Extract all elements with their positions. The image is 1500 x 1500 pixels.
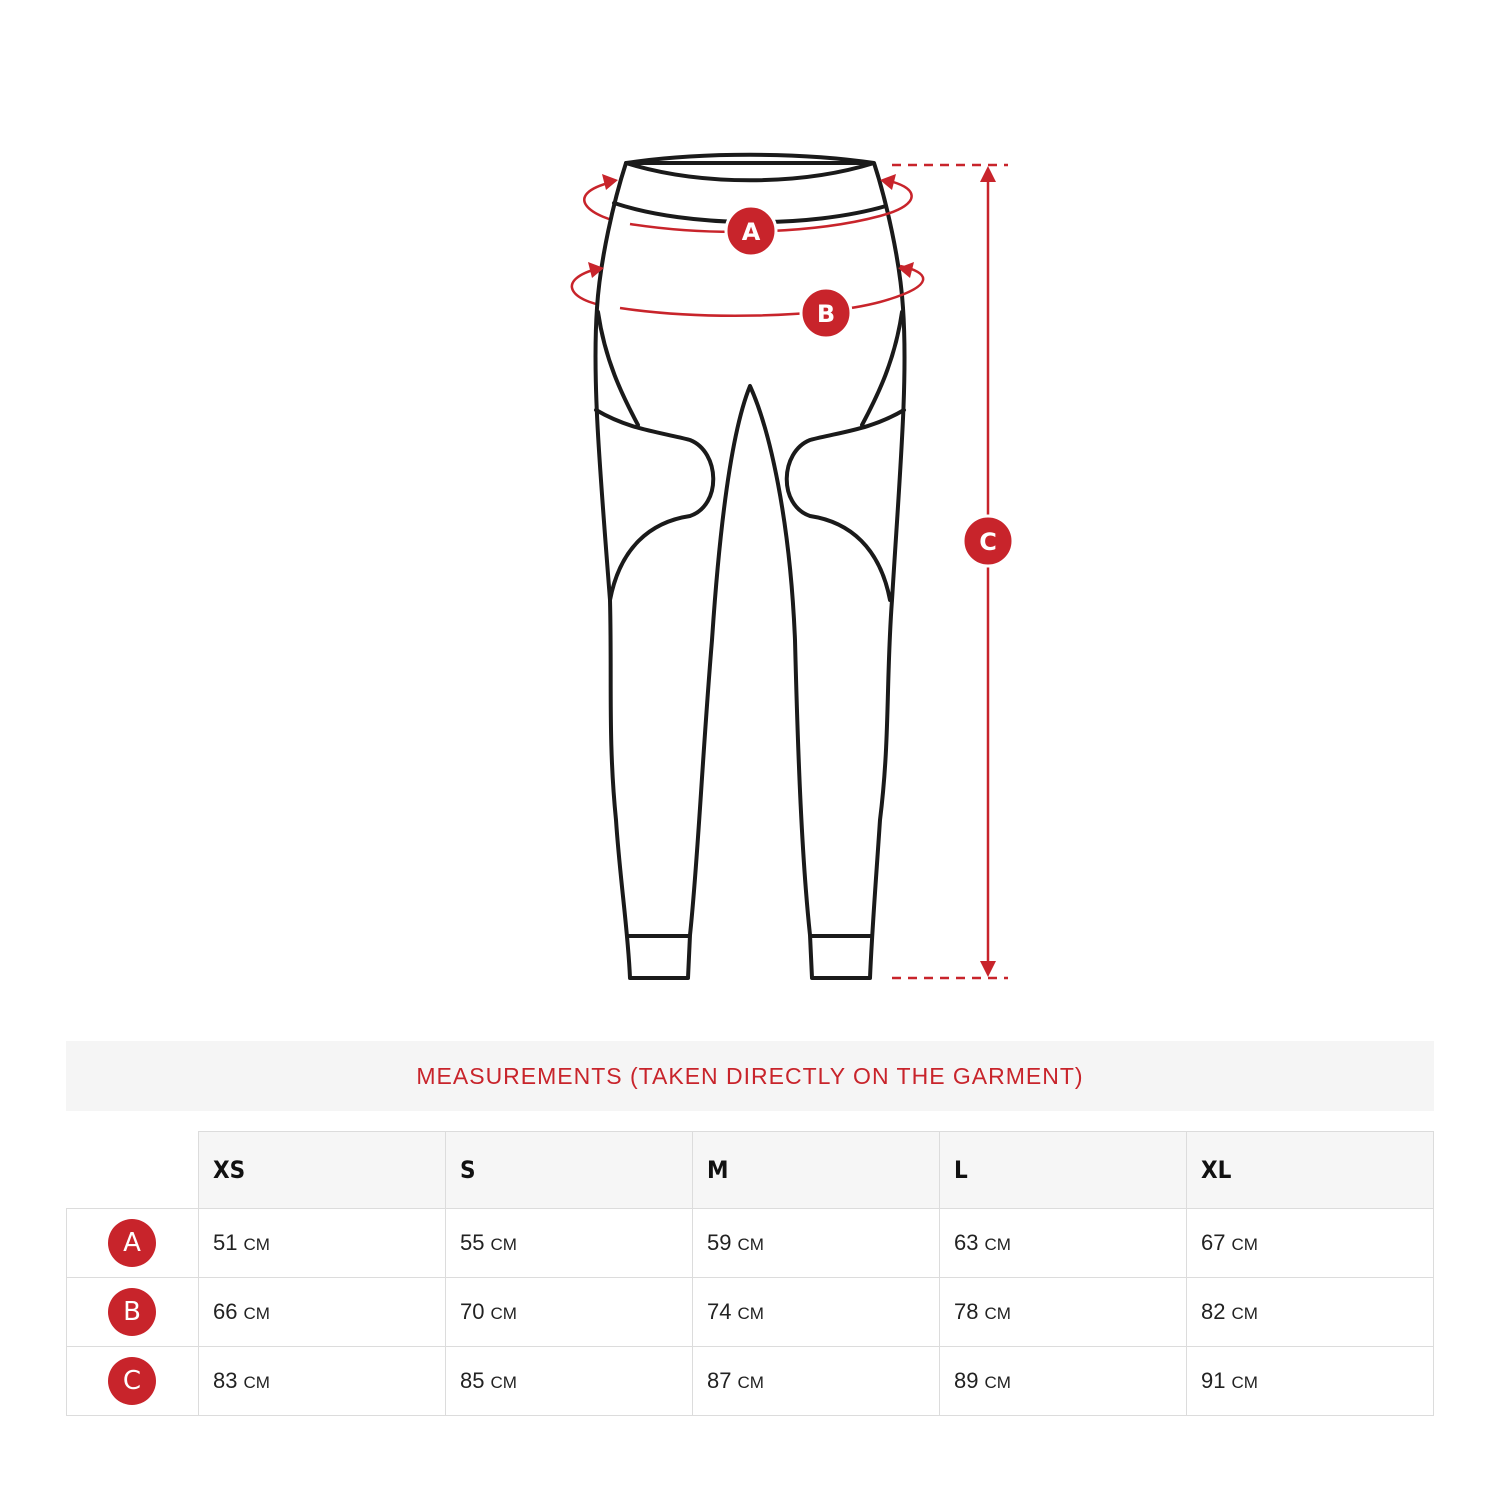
measurement-unit: CM (490, 1373, 517, 1392)
measurement-value: 67 (1201, 1230, 1226, 1255)
length-arrow-bottom (980, 961, 996, 977)
measurement-unit: CM (243, 1235, 270, 1254)
size-header: M (693, 1132, 940, 1209)
row-label-cell (67, 1347, 199, 1416)
measurement-cell (1187, 1278, 1434, 1347)
measurement-cell (693, 1209, 940, 1278)
measurement-unit: CM (737, 1235, 764, 1254)
measurement-value: 51 (213, 1230, 238, 1255)
corner-cell (67, 1132, 199, 1209)
row-label-badge: B (108, 1288, 156, 1336)
measurement-unit: CM (1231, 1304, 1258, 1323)
measurement-cell (446, 1347, 693, 1416)
measurement-cell (199, 1347, 446, 1416)
size-chart-table (66, 1131, 1434, 1416)
measurement-value: 83 (213, 1368, 238, 1393)
row-label-badge: C (108, 1357, 156, 1405)
measurement-value: 55 (460, 1230, 485, 1255)
measurements-title: MEASUREMENTS (TAKEN DIRECTLY ON THE GARMENT) (66, 1041, 1434, 1111)
measurement-value: 78 (954, 1299, 979, 1324)
row-label-badge: A (108, 1219, 156, 1267)
measurement-unit: CM (490, 1304, 517, 1323)
table-row (67, 1278, 1434, 1347)
marker-a (726, 206, 776, 256)
measurement-cell (940, 1278, 1187, 1347)
table-row (67, 1209, 1434, 1278)
measurement-value: 59 (707, 1230, 732, 1255)
measurement-cell (940, 1209, 1187, 1278)
marker-b-label: B (816, 300, 836, 328)
measurement-cell (446, 1278, 693, 1347)
measurement-cell (693, 1278, 940, 1347)
pants-outline (595, 163, 904, 978)
measurement-unit: CM (984, 1235, 1011, 1254)
row-label-cell (67, 1278, 199, 1347)
measurement-cell (199, 1278, 446, 1347)
measurement-unit: CM (1231, 1235, 1258, 1254)
size-header-row (67, 1132, 1434, 1209)
measurement-value: 70 (460, 1299, 485, 1324)
measurement-cell (446, 1209, 693, 1278)
row-label-cell (67, 1209, 199, 1278)
measurement-unit: CM (984, 1373, 1011, 1392)
measurement-unit: CM (243, 1304, 270, 1323)
size-header: XS (199, 1132, 446, 1209)
measurement-value: 87 (707, 1368, 732, 1393)
measurement-cell (693, 1347, 940, 1416)
length-arrow-top (980, 166, 996, 182)
marker-c-label: C (979, 528, 997, 556)
measurement-unit: CM (490, 1235, 517, 1254)
marker-a-label: A (741, 218, 761, 246)
marker-c (963, 516, 1013, 566)
measurement-unit: CM (1231, 1373, 1258, 1392)
measurement-value: 91 (1201, 1368, 1226, 1393)
measurement-value: 66 (213, 1299, 238, 1324)
measurement-unit: CM (243, 1373, 270, 1392)
measurement-unit: CM (984, 1304, 1011, 1323)
waist-arrow-left (602, 174, 618, 190)
table-row (67, 1347, 1434, 1416)
measurement-value: 74 (707, 1299, 732, 1324)
measurement-unit: CM (737, 1304, 764, 1323)
marker-b (801, 288, 851, 338)
measurement-cell (1187, 1209, 1434, 1278)
measurement-cell (1187, 1347, 1434, 1416)
measurement-cell (199, 1209, 446, 1278)
measurement-value: 82 (1201, 1299, 1226, 1324)
measurement-value: 85 (460, 1368, 485, 1393)
measurement-value: 89 (954, 1368, 979, 1393)
size-header: L (940, 1132, 1187, 1209)
measurement-cell (940, 1347, 1187, 1416)
size-header: S (446, 1132, 693, 1209)
measurement-value: 63 (954, 1230, 979, 1255)
size-header: XL (1187, 1132, 1434, 1209)
measurement-unit: CM (737, 1373, 764, 1392)
